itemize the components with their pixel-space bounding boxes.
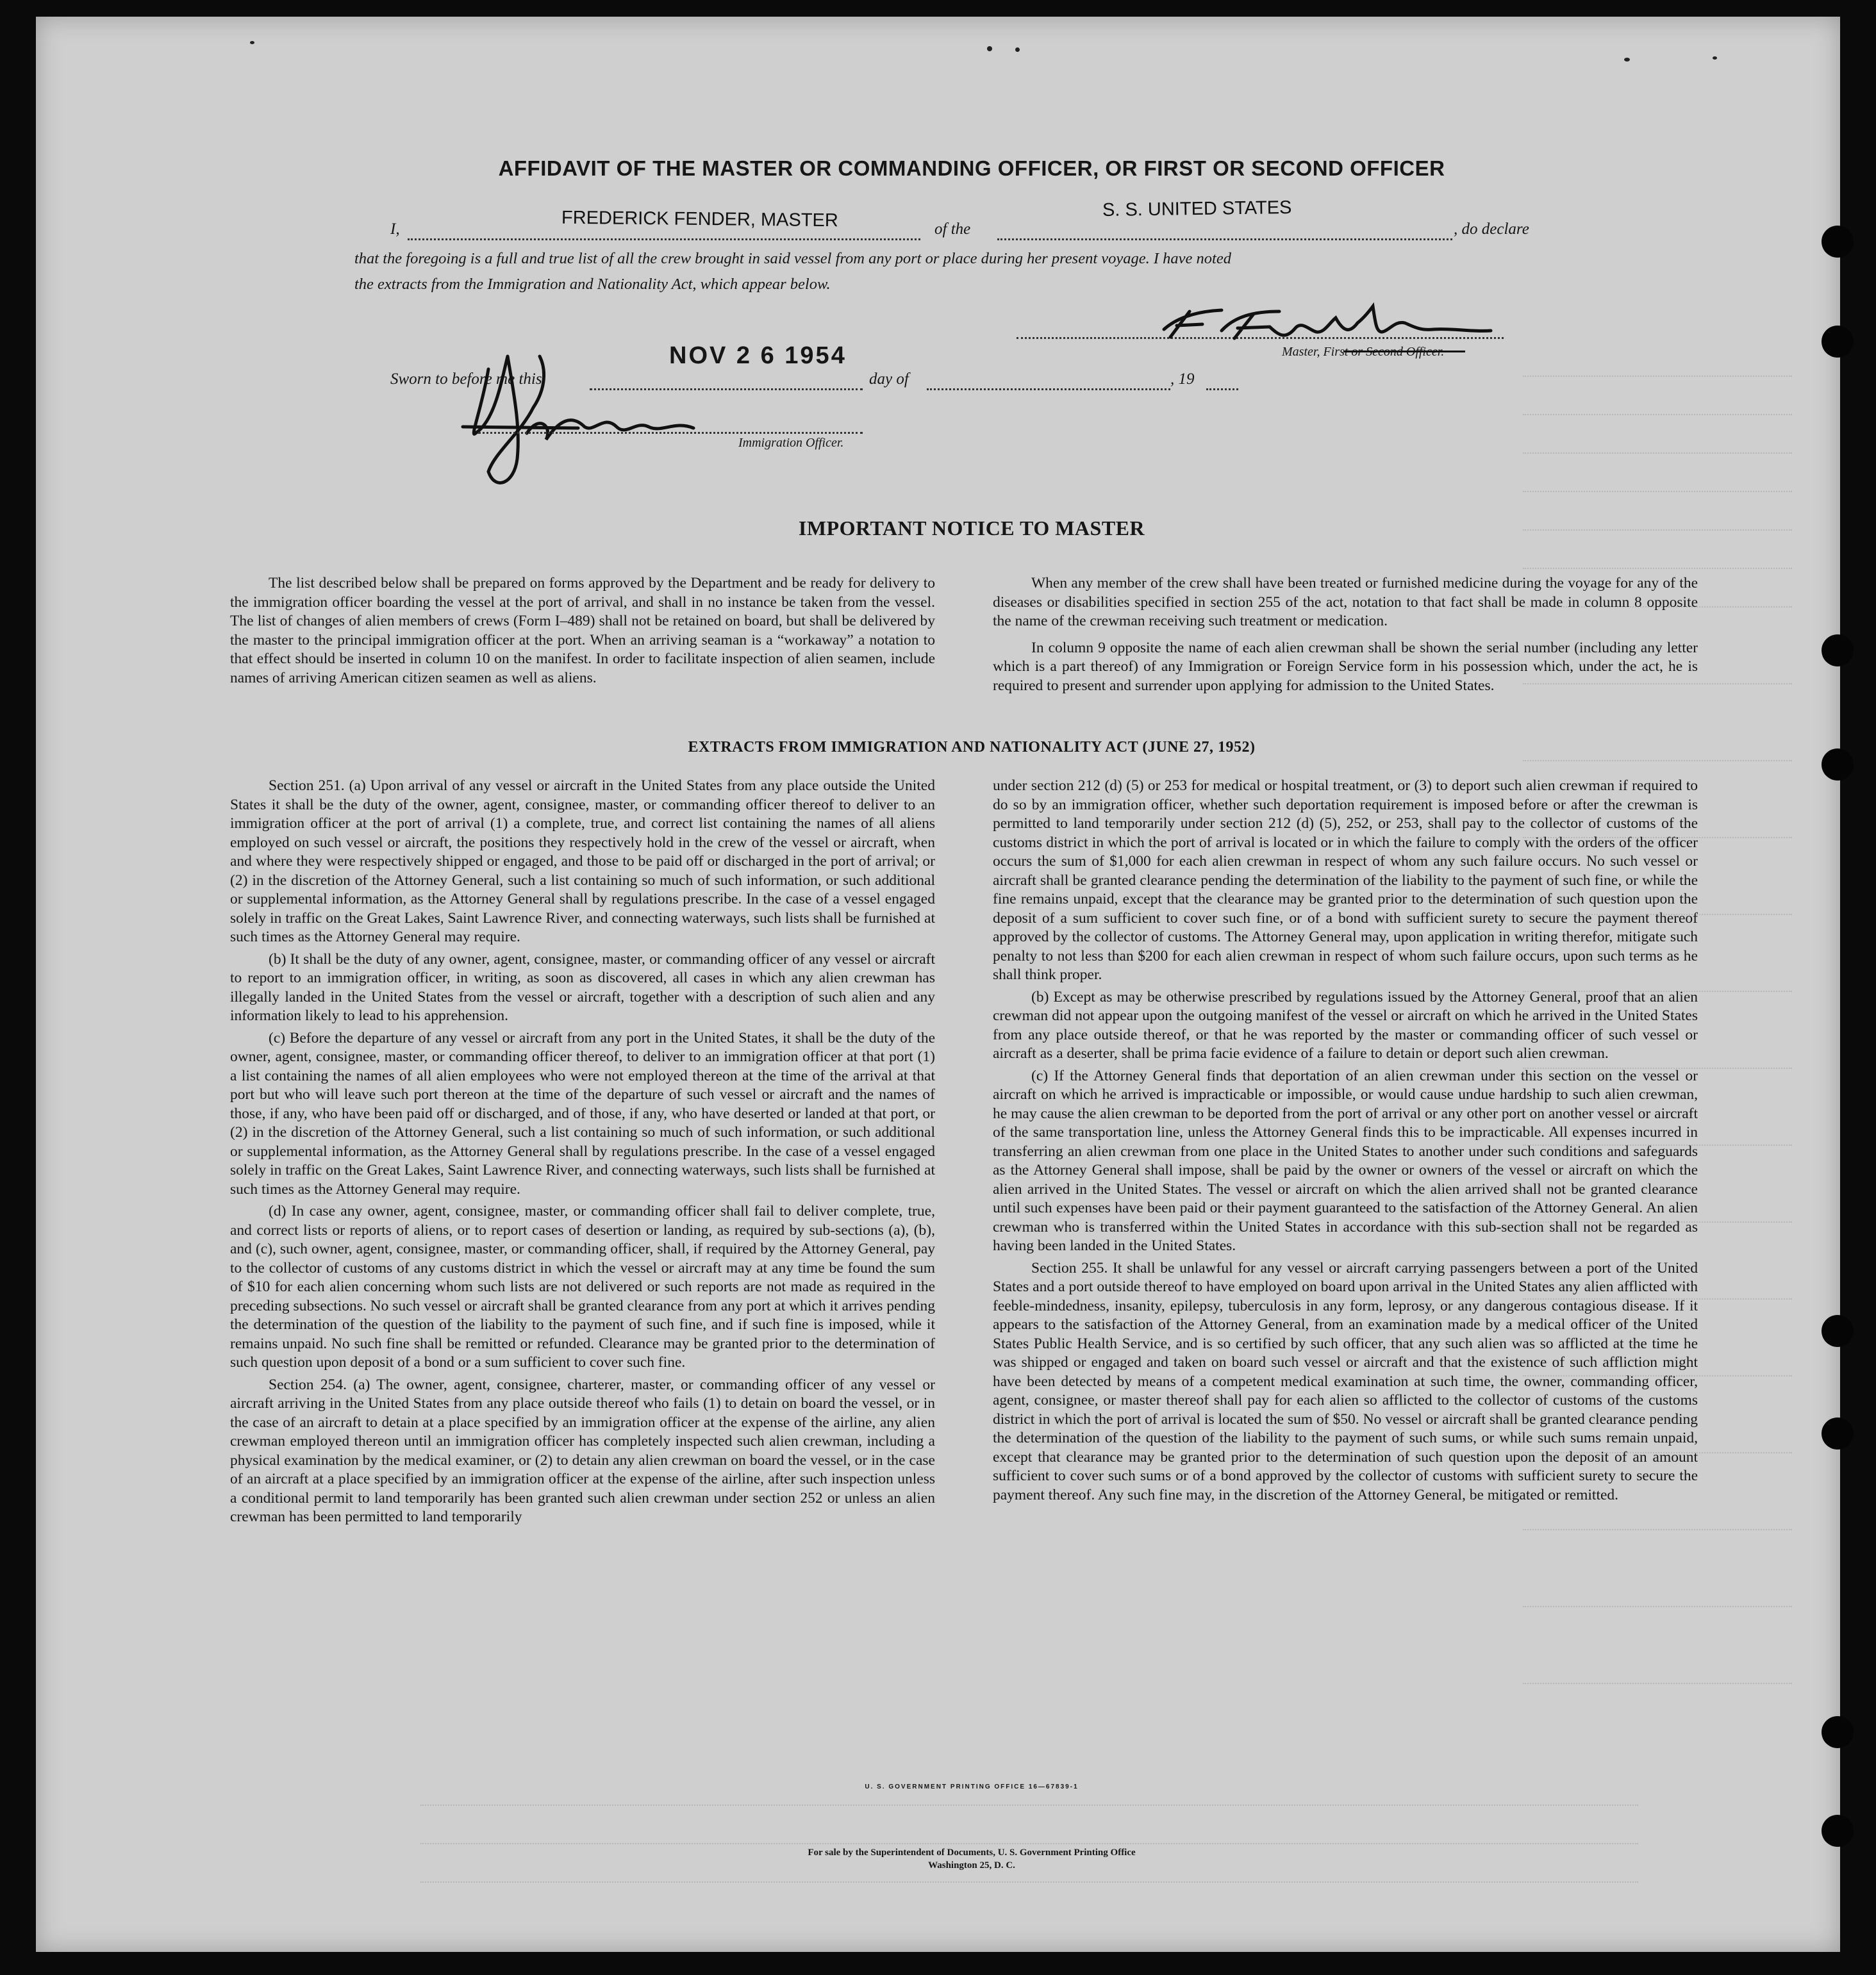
declaration-line-2: the extracts from the Immigration and Nationality Act, which appear below. [354,276,831,293]
statute-paragraph: (b) It shall be the duty of any owner, agent, consignee, master, or commanding officer of any vessel or aircraft to report to an immigration officer, in writing, as soon as discovered, all cases in which any alien crewman has illegally landed in the United States from the vessel or aircraft, together with a description of such alien and any information likely to lead to his apprehension. [230,950,935,1024]
for-sale-line-2: Washington 25, D. C. [928,1860,1015,1871]
speck [1624,58,1630,62]
statute-paragraph: under section 212 (d) (5) or 253 for medical or hospital treatment, or (3) to deport such alien crewman if required to do so by an immigration officer, whether such deportation requirement is imposed before or after the crewman is permitted to land temporarily under section 212 (d) (5), 252, or 253, shall pay to the collector of customs of the customs district in which the port of arrival is located or in which the failure to comply with the orders of the officer occurs the sum of $1,000 for each alien crewman in respect of whom any such failure occurs. No such vessel or aircraft shall be granted clearance pending the determination of the liability to the payment of such fine, or while the fine remains unpaid, except that the clearance may be granted prior to the determination of such question upon the deposit of a sum sufficient to cover such fine, or of a bond with sufficient surety to secure the payment thereof approved by the collector of customs. The Attorney General may, upon application in writing therefor, mitigate such penalty to not less than $200 for each alien crewman in respect of whom such failure occurs, upon such terms as he shall think proper. [993,777,1698,983]
statute-paragraph: Section 255. It shall be unlawful for any vessel or aircraft carrying passengers between a port of the United States and a port outside thereof to have employed on board upon arrival in the United States any alien afflicted with feeble-mindedness, insanity, epilepsy, tuberculosis in any form, leprosy, or any dangerous contagious disease. If it appears to the satisfaction of the Attorney General, from an examination made by a medical officer of the United States Public Health Service, and is so certified by such officer, that any such alien was so afflicted at the time he was shipped or engaged and taken on board such vessel or aircraft and that the existence of such affliction might have been detected by means of a competent medical examination at such time, the owner, commanding officer, agent, consignee, or master thereof shall pay for each alien so afflicted to the collector of customs of the customs district in which the port of arrival is located the sum of $50. No vessel or aircraft shall be granted clearance pending the determination of the question of the liability to the payment of such sums, or while such sums remain unpaid, except that clearance may be granted prior to the determination of such question upon the deposit of an amount sufficient to cover such sums or of a bond approved by the collector of customs with sufficient surety to secure the payment thereof. Any such fine may, in the discretion of the Attorney General, be mitigated or remitted. [993,1259,1698,1503]
date-stamp: NOV 2 6 1954 [669,342,847,369]
sworn-label: Sworn to before me this [390,370,542,388]
day-of-label: day of [869,370,909,388]
officer-caption: Immigration Officer. [738,436,844,450]
statute-paragraph: (c) Before the departure of any vessel or aircraft from any port in the United States, it shall be the duty of the owner, agent, consignee, master, or commanding officer thereof, to deliver to an immigration officer at that port (1) a list containing the names of all alien employees who were not employed thereon at the time of the arrival at that port but who will leave such port thereon at the time of the departure of such vessel or aircraft and the names of those, if any, who have been paid off or discharged, and of those, if any, who have deserted or landed at that port, or (2) in the discretion of the Attorney General, such a list containing so much of such information, or such additional or supplemental information, as the Attorney General shall by regulations prescribe. In the case of a vessel engaged solely in traffic on the Great Lakes, Saint Lawrence River, and connecting waterways, such lists shall be furnished at such times as the Attorney General may require. [230,1029,935,1198]
statute-paragraph: (c) If the Attorney General finds that deportation of an alien crewman under this section on the vessel or aircraft on which he arrived is impracticable or impossible, or would cause undue hardship to such alien crewman, he may cause the alien crewman to be deported from the port of arrival or any other port on another vessel or aircraft of the same transportation line, unless the Attorney General finds this to be impracticable. All expenses incurred in transferring an alien crewman from one place in the United States to another under such conditions and safeguards as the Attorney General shall impose, shall be paid by the owner or owners of the vessel or aircraft on which the alien arrived in the United States. The vessel or aircraft on which the alien arrived shall not be granted clearance until such expenses have been paid or their payment guaranteed to the satisfaction of the Attorney General. An alien crewman who is transferred within the United States in accordance with this sub-section shall not be regarded as having been landed in the United States. [993,1067,1698,1254]
for-sale-line-1: For sale by the Superintendent of Documents, U. S. Government Printing Office [808,1847,1136,1858]
label-of-the: of the [934,220,971,238]
notice-right-column [993,574,1698,698]
binder-hole [1822,1315,1854,1347]
master-caption: Master, First or Second Officer. [1282,345,1445,359]
binder-hole [1822,1417,1854,1450]
extracts-left-column [230,777,935,1530]
document-page [36,17,1840,1952]
binder-hole [1822,748,1854,781]
notice-paragraph: In column 9 opposite the name of each alien crewman shall be shown the serial number (including any letter which is a part thereof) of any Immigration or Foreign Service form in his possession which, under the act, he is required to present and surrender upon applying for admission to the United States. [993,639,1698,694]
officer-signature [450,331,732,497]
label-i: I, [390,220,400,238]
gpo-imprint: U. S. GOVERNMENT PRINTING OFFICE 16—67839-1 [865,1783,1079,1790]
notice-left-column [230,574,935,691]
year-line [1206,388,1238,390]
notice-heading: IMPORTANT NOTICE TO MASTER [798,516,1145,540]
officer-signature-line [478,432,863,434]
extracts-right-column [993,777,1698,1508]
strike-through [1343,351,1465,352]
extracts-heading: EXTRACTS FROM IMMIGRATION AND NATIONALITY ACT (JUNE 27, 1952) [688,739,1256,756]
statute-paragraph: Section 251. (a) Upon arrival of any vessel or aircraft in the United States from any place outside the United States it shall be the duty of the owner, agent, consignee, master, or commanding officer thereof to deliver to an immigration officer at the port of arrival (1) a complete, true, and correct list containing the names of all aliens employed on such vessel or aircraft, the positions they respectively hold in the crew of the vessel or aircraft, when and where they were respectively shipped or engaged, and those to be paid off or discharged in the port of arrival; or (2) in the discretion of the Attorney General, such a list containing so much of such information, or such additional or supplemental information, as the Attorney General shall by regulations prescribe. In the case of a vessel engaged solely in traffic on the Great Lakes, Saint Lawrence River, and connecting waterways, such lists shall be furnished at such times as the Attorney General may require. [230,777,935,945]
speck [1015,47,1020,52]
declaration-line-1: that the foregoing is a full and true list of all the crew brought in said vessel from any port or place during her present voyage. I have noted [354,250,1231,267]
month-line [927,388,1170,390]
master-name-line [408,238,920,240]
year-label: , 19 [1170,370,1195,388]
speck [1713,56,1717,60]
for-sale-notice [651,1846,1292,1872]
binder-hole [1822,1815,1854,1847]
vessel-name: S. S. UNITED STATES [1102,197,1292,221]
label-do-declare: , do declare [1454,220,1529,238]
binder-hole [1822,326,1854,358]
binder-hole [1822,1716,1854,1748]
speck [987,46,992,51]
speck [250,41,254,44]
notice-paragraph: The list described below shall be prepared on forms approved by the Department and be ready for delivery to the immigration officer boarding the vessel at the port of arrival, and shall in no instance be taken from the vessel. The list of changes of alien members of crews (Form I–489) shall not be retained on board, but shall be delivered by the master to the principal immigration officer at the port. When an arriving seaman is a “workaway” a notation to that effect should be inserted in column 10 on the manifest. In order to facilitate inspection of alien seamen, include names of arriving American citizen seamen as well as aliens. [230,575,935,686]
notice-paragraph: When any member of the crew shall have been treated or furnished medicine during the voyage for any of the diseases or disabilities specified in section 255 of the act, notation to that fact shall be made in column 8 opposite the name of the crewman receiving such treatment or medication. [993,575,1698,629]
statute-paragraph: (b) Except as may be otherwise prescribed by regulations issued by the Attorney General, proof that an alien crewman did not appear upon the outgoing manifest of the vessel or aircraft on which he arrived in the United States from any place outside thereof, or that he was reported by the master or commanding officer of such vessel or aircraft as a deserter, shall be prima facie evidence of a failure to detain or deport such alien crewman. [993,988,1698,1062]
binder-hole [1822,634,1854,666]
affidavit-title: AFFIDAVIT OF THE MASTER OR COMMANDING OFFICER, OR FIRST OR SECOND OFFICER [498,156,1445,180]
vessel-line [997,238,1452,240]
statute-paragraph: (d) In case any owner, agent, consignee, master, or commanding officer shall fail to deliver complete, true, and correct lists or reports of aliens, or to report cases of desertion or landing, as required by sub-sections (a), (b), and (c), such owner, agent, consignee, master, or commanding officer, shall, if required by the Attorney General, pay to the collector of customs of any customs district in which the vessel or aircraft may at any time be found the sum of $10 for each alien concerning whom such lists are not delivered or such reports are not made as required in the preceding subsections. No such vessel or aircraft shall be granted clearance from any port at which it arrives pending the determination of the question of the liability to the payment of such fine, and if such fine is imposed, while it remains unpaid. No such fine shall be remitted or refunded. Clearance may be granted prior to the determination of such question upon deposit of a bond or a sum sufficient to cover such fine. [230,1203,935,1371]
binder-hole [1822,226,1854,258]
master-name: FREDERICK FENDER, MASTER [561,207,838,231]
statute-paragraph: Section 254. (a) The owner, agent, consignee, charterer, master, or commanding officer of any vessel or aircraft arriving in the United States from any place outside thereof who fails (1) to detain on board the vessel, or in the case of an aircraft to detain at a place specified by an immigration officer at the expense of the airline, any alien crewman employed thereon until an immigration officer has completely inspected such alien crewman, including a physical examination by the medical examiner, or (2) to detain any alien crewman on board the vessel, or in the case of an aircraft at a place specified by an immigration officer at the expense of the airline, after such inspection unless a conditional permit to land temporarily has been granted such alien crewman under section 252 or unless an alien crewman has been permitted to land temporarily [230,1376,935,1525]
